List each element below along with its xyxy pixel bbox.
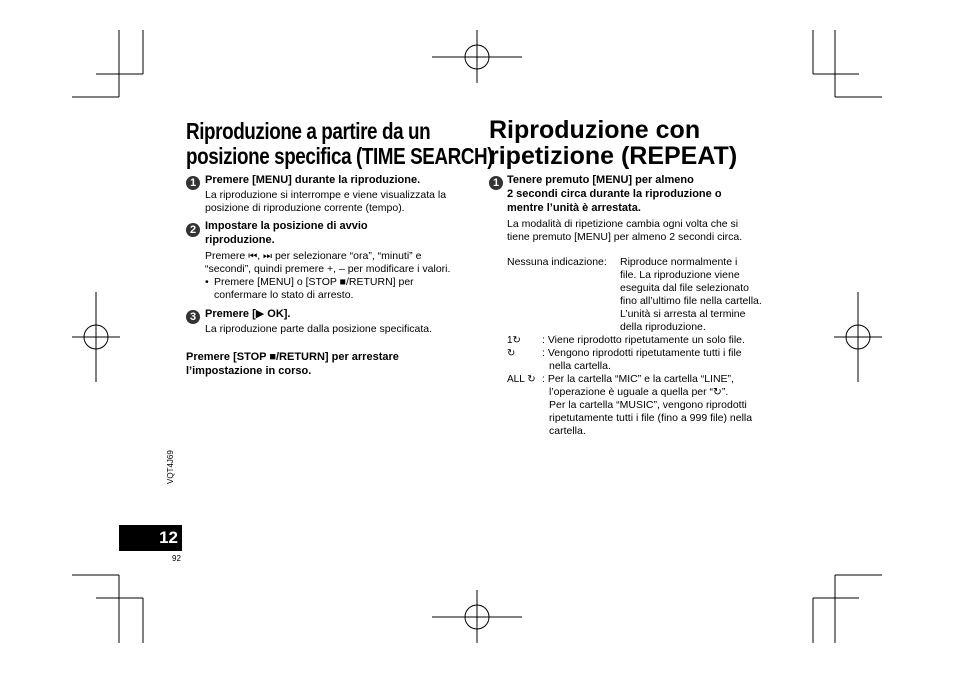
- step-number-1: 1: [186, 176, 200, 190]
- repeat-folder-desc-1: : Vengono riprodotti ripetutamente tutti i file: [542, 347, 742, 359]
- left-note-line2: l’impostazione in corso.: [186, 365, 312, 377]
- repeat-all-desc-5: cartella.: [549, 425, 586, 437]
- separator: ,: [257, 250, 264, 262]
- right-step1-body2: tiene premuto [MENU] per almeno 2 secondi circa.: [507, 231, 743, 243]
- page-number: 12: [119, 525, 182, 551]
- left-step2-bullet2: confermare lo stato di arresto.: [214, 289, 354, 301]
- repeat-all-desc-3: Per la cartella “MUSIC”, vengono riprodotti: [549, 399, 747, 411]
- model-code: VQT4J69: [166, 450, 175, 484]
- left-step2-body2: “secondi”, quindi premere +, – per modificare i valori.: [205, 263, 451, 275]
- repeat-folder-desc-2: nella cartella.: [549, 360, 611, 372]
- left-step2-title2: riproduzione.: [205, 234, 275, 246]
- right-title-line2: ripetizione (REPEAT): [489, 142, 738, 170]
- no-indication-label: Nessuna indicazione:: [507, 256, 607, 268]
- right-step1-body1: La modalità di ripetizione cambia ogni volta che si: [507, 218, 739, 230]
- no-indication-desc-6: della riproduzione.: [620, 321, 706, 333]
- body-text: Premere: [205, 250, 249, 262]
- step-number-1: 1: [489, 176, 503, 190]
- page-number-small: 92: [172, 554, 181, 563]
- repeat-one-desc: : Viene riprodotto ripetutamente un solo file.: [542, 334, 745, 346]
- no-indication-desc-3: eseguita dal file selezionato: [620, 282, 750, 294]
- left-step2-bullet-dot: •: [205, 276, 209, 288]
- left-title-line1: Riproduzione a partire da un: [186, 118, 431, 144]
- skip-back-icon: ⏮: [248, 251, 258, 262]
- repeat-all-desc-1: : Per la cartella “MIC” e la cartella “LINE”,: [542, 373, 734, 385]
- left-step1-body2: posizione di riproduzione corrente (tempo).: [205, 202, 405, 214]
- right-step1-title3: mentre l’unità è arrestata.: [507, 202, 641, 214]
- step-number-3: 3: [186, 310, 200, 324]
- repeat-all-icon: ALL ↻: [507, 374, 536, 385]
- left-step3-title: Premere [▶ OK].: [205, 308, 291, 320]
- no-indication-desc-5: L’unità si arresta al termine: [620, 308, 746, 320]
- left-step2-body1: [205, 250, 421, 263]
- left-step1-title: Premere [MENU] durante la riproduzione.: [205, 174, 421, 186]
- left-title-line2: posizione specifica (TIME SEARCH): [186, 143, 494, 169]
- repeat-all-desc-4: ripetutamente tutti i file (fino a 999 file) nella: [549, 412, 753, 424]
- no-indication-desc-4: fino all’ultimo file nella cartella.: [620, 295, 762, 307]
- left-step2-title1: Impostare la posizione di avvio: [205, 220, 368, 232]
- right-title-line1: Riproduzione con: [489, 116, 701, 144]
- left-step1-body1: La riproduzione si interrompe e viene visualizzata la: [205, 189, 447, 201]
- step-number-2: 2: [186, 223, 200, 237]
- repeat-one-icon: 1↻: [507, 335, 521, 346]
- left-note-line1: Premere [STOP ■/RETURN] per arrestare: [186, 351, 399, 363]
- left-step3-body: La riproduzione parte dalla posizione specificata.: [205, 323, 433, 335]
- repeat-all-desc-2: l’operazione è uguale a quella per “↻”.: [549, 386, 729, 398]
- no-indication-desc-1: Riproduce normalmente i: [620, 256, 738, 268]
- no-indication-desc-2: file. La riproduzione viene: [620, 269, 740, 281]
- repeat-folder-icon: ↻: [507, 348, 516, 359]
- right-step1-title2: 2 secondi circa durante la riproduzione o: [507, 188, 722, 200]
- left-step2-bullet1: Premere [MENU] o [STOP ■/RETURN] per: [214, 276, 414, 288]
- body-text: per selezionare “ora”, “minuti” e: [272, 250, 422, 262]
- right-step1-title1: Tenere premuto [MENU] per almeno: [507, 174, 694, 186]
- skip-forward-icon: ⏭: [263, 251, 273, 262]
